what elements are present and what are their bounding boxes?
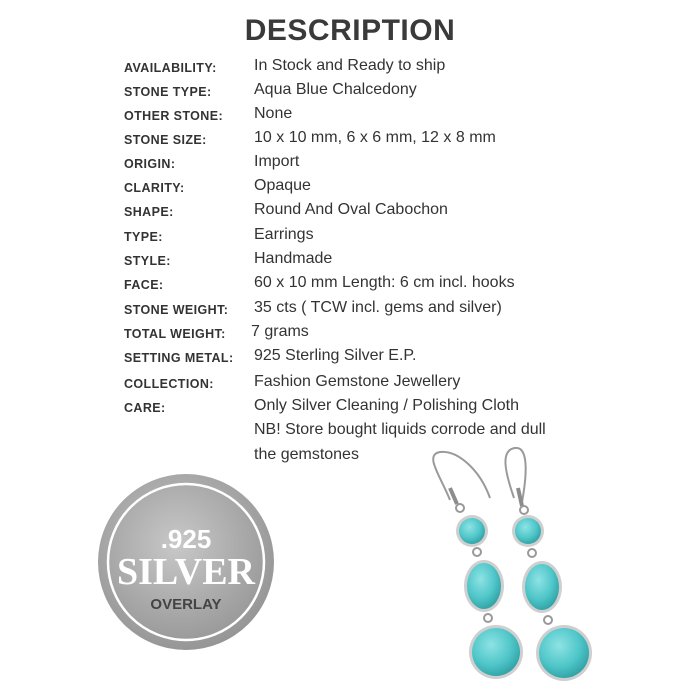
spec-value: 10 x 10 mm, 6 x 6 mm, 12 x 8 mm xyxy=(254,129,496,146)
spec-row-origin xyxy=(124,153,684,177)
right-jump-ring-3 xyxy=(544,616,552,624)
spec-value: 925 Sterling Silver E.P. xyxy=(254,347,417,364)
spec-label: SHAPE: xyxy=(124,205,174,219)
spec-value: 7 grams xyxy=(251,323,309,340)
left-coil xyxy=(450,488,457,504)
spec-label: TOTAL WEIGHT: xyxy=(124,327,226,341)
left-stone-oval xyxy=(467,563,501,609)
spec-value: 60 x 10 mm Length: 6 cm incl. hooks xyxy=(254,274,515,291)
spec-label: OTHER STONE: xyxy=(124,109,224,123)
earrings-photo xyxy=(410,440,600,690)
spec-label: TYPE: xyxy=(124,230,163,244)
right-stone-oval xyxy=(525,564,559,610)
badge-metal: SILVER xyxy=(116,551,256,593)
care-note-line-2: the gemstones xyxy=(254,446,359,463)
spec-row-other-stone xyxy=(124,105,684,129)
spec-value: Opaque xyxy=(254,177,311,194)
spec-row-stone-weight xyxy=(124,299,684,323)
right-coil xyxy=(518,488,522,506)
right-jump-ring-2 xyxy=(528,549,536,557)
right-jump-ring-1 xyxy=(520,506,528,514)
spec-value: None xyxy=(254,105,293,122)
silver-overlay-badge xyxy=(96,472,276,652)
spec-value: 35 cts ( TCW incl. gems and silver) xyxy=(254,299,502,316)
left-hook xyxy=(433,452,490,500)
spec-row-availability xyxy=(124,57,684,81)
spec-value: Fashion Gemstone Jewellery xyxy=(254,373,461,390)
left-jump-ring-3 xyxy=(484,614,492,622)
spec-label: ORIGIN: xyxy=(124,157,176,171)
page-title: DESCRIPTION xyxy=(244,14,456,47)
spec-label: STONE SIZE: xyxy=(124,133,207,147)
spec-row-stone-size xyxy=(124,129,684,153)
spec-value: Round And Oval Cabochon xyxy=(254,201,448,218)
spec-label: STONE TYPE: xyxy=(124,85,212,99)
left-jump-ring-1 xyxy=(456,504,464,512)
spec-value: In Stock and Ready to ship xyxy=(254,57,446,74)
spec-label: CARE: xyxy=(124,401,166,415)
spec-value: Only Silver Cleaning / Polishing Cloth xyxy=(254,397,520,414)
spec-row-total-weight xyxy=(124,323,684,347)
spec-label: FACE: xyxy=(124,278,164,292)
spec-label: STYLE: xyxy=(124,254,171,268)
left-stone-large xyxy=(472,628,520,676)
spec-value: Aqua Blue Chalcedony xyxy=(254,81,417,98)
spec-row-care xyxy=(124,397,684,421)
spec-row-clarity xyxy=(124,177,684,201)
left-jump-ring-2 xyxy=(473,548,481,556)
right-hook xyxy=(505,448,525,502)
spec-row-collection xyxy=(124,373,684,397)
spec-row-stone-type xyxy=(124,81,684,105)
spec-row-type xyxy=(124,226,684,250)
spec-label: COLLECTION: xyxy=(124,377,214,391)
spec-label: CLARITY: xyxy=(124,181,185,195)
badge-type: OVERLAY xyxy=(150,596,222,613)
spec-label: SETTING METAL: xyxy=(124,351,234,365)
right-stone-large xyxy=(539,628,589,678)
spec-row-face xyxy=(124,274,684,298)
spec-value: Import xyxy=(254,153,300,170)
spec-value: Earrings xyxy=(254,226,314,243)
spec-label: STONE WEIGHT: xyxy=(124,303,229,317)
spec-row-shape xyxy=(124,201,684,225)
care-note-line-1: NB! Store bought liquids corrode and dull xyxy=(254,421,546,438)
spec-row-style xyxy=(124,250,684,274)
left-stone-small xyxy=(459,518,485,544)
spec-value: Handmade xyxy=(254,250,333,267)
badge-purity: .925 xyxy=(160,524,212,554)
right-stone-small xyxy=(515,518,541,544)
spec-row-setting-metal xyxy=(124,347,684,371)
spec-label: AVAILABILITY: xyxy=(124,61,217,75)
